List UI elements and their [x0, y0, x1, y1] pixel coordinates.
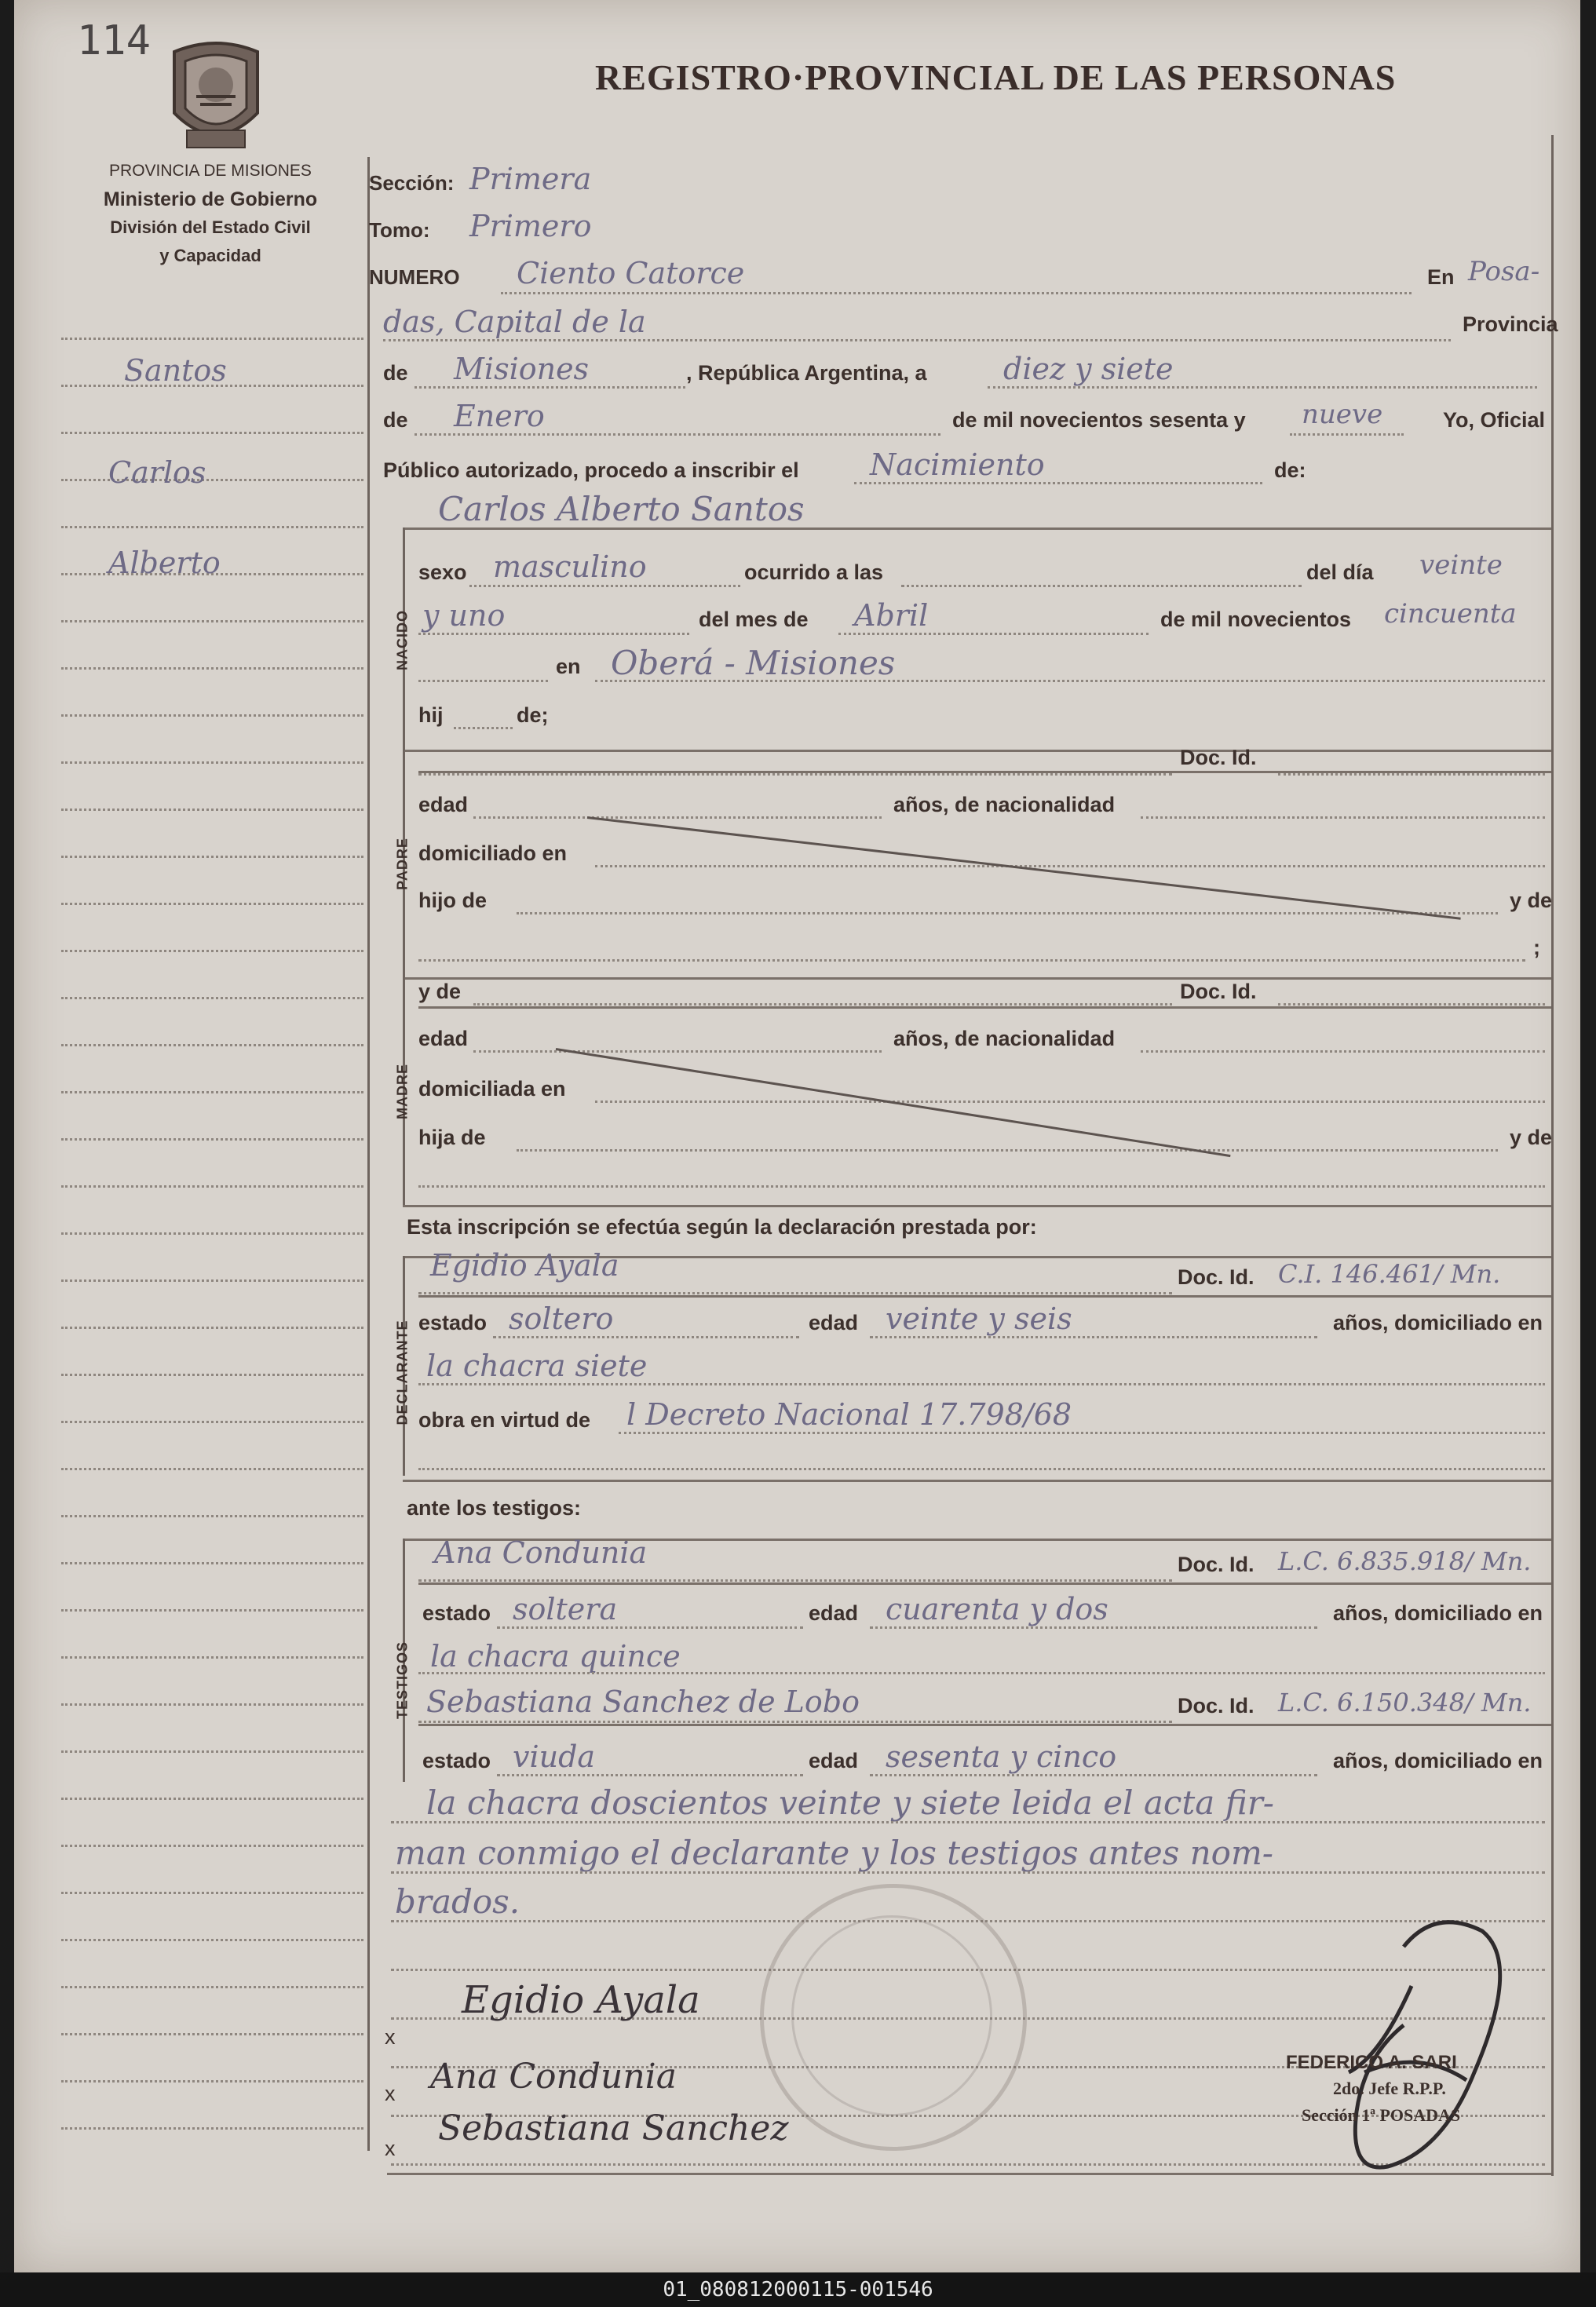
seccion-label: Sección: [369, 171, 455, 195]
margin-rule [61, 1232, 363, 1235]
declaration-intro: Esta inscripción se efectúa según la declaración prestada por: [407, 1215, 1037, 1239]
person-name: Carlos Alberto Santos [438, 490, 805, 528]
signature-x-2: x [385, 2082, 396, 2105]
place-value-2: das, Capital de la [383, 305, 646, 339]
margin-rule [61, 2127, 363, 2130]
margin-rule [61, 1656, 363, 1659]
en-place-label: en [556, 655, 581, 678]
padre-cancel-stroke [587, 816, 1461, 920]
issuer-ministry: Ministerio de Gobierno [103, 188, 318, 210]
padre-y-de-label: y de [1510, 889, 1553, 912]
witness-2-doc: L.C. 6.150.348/ Mn. [1278, 1688, 1532, 1717]
margin-rule [61, 479, 363, 481]
declarant-address: la chacra siete [426, 1349, 648, 1383]
margin-rule [61, 903, 363, 905]
issuer-division: División del Estado Civil [110, 217, 311, 237]
madre-nacionalidad-label: años, de nacionalidad [893, 1027, 1116, 1050]
archive-reference: 01_080812000115-001546 [0, 2272, 1596, 2307]
official-section: Sección 1ª POSADAS [1302, 2105, 1461, 2125]
madre-edad-label: edad [418, 1027, 469, 1050]
testigos-section-label: TESTIGOS [394, 1641, 411, 1720]
witness-1-doc-label: Doc. Id. [1178, 1553, 1255, 1576]
margin-rule [61, 2033, 363, 2035]
day-value: diez y siete [1003, 352, 1174, 386]
padre-domicilio-label: domiciliado en [418, 841, 568, 865]
witnesses-intro: ante los testigos: [407, 1496, 582, 1520]
seccion-value: Primera [469, 162, 592, 196]
madre-y-de-label: y de [418, 980, 462, 1003]
margin-rule [61, 950, 363, 952]
margin-rule [61, 809, 363, 811]
witness-1-name: Ana Condunia [434, 1535, 648, 1570]
madre-doc-label: Doc. Id. [1180, 980, 1257, 1003]
padre-hijo-label: hijo de [418, 889, 487, 912]
witness-1-estado: soltera [513, 1592, 618, 1626]
novecientos-label: de mil novecientos [1160, 608, 1352, 631]
witness-2-doc-label: Doc. Id. [1178, 1694, 1255, 1717]
margin-rule [61, 526, 363, 528]
margin-rule [61, 1374, 363, 1376]
margin-rule [61, 1750, 363, 1753]
witness-2-name: Sebastiana Sanchez de Lobo [426, 1685, 860, 1719]
registry-stamp-inner [791, 1915, 992, 2116]
birth-month: Abril [854, 598, 929, 633]
margin-rule [61, 1609, 363, 1612]
document-title: REGISTRO·PROVINCIAL DE LAS PERSONAS [595, 57, 1397, 97]
issuer-block [53, 157, 367, 270]
margin-rule [61, 1515, 363, 1517]
margin-rule [61, 1185, 363, 1188]
witness-1-domicilio-label: años, domiciliado en [1333, 1601, 1543, 1625]
province-value: Misiones [454, 352, 590, 386]
margin-rule [61, 1091, 363, 1093]
del-dia-label: del día [1306, 560, 1374, 584]
witness-1-edad: cuarenta y dos [886, 1592, 1108, 1626]
margin-rule [61, 1468, 363, 1470]
margin-rule [61, 620, 363, 622]
yo-label: Yo, Oficial [1443, 408, 1546, 432]
de-label-2: de [383, 408, 408, 432]
witness-1-edad-label: edad [809, 1601, 859, 1625]
margin-rule [61, 1798, 363, 1800]
margin-rule [61, 761, 363, 764]
official-title: 2do. Jefe R.P.P. [1333, 2079, 1446, 2098]
margin-rule [61, 1421, 363, 1423]
official-name: FEDERICO A. SARI [1286, 2052, 1457, 2073]
witness-2-signature: Sebastiana Sanchez [438, 2108, 789, 2148]
tomo-value: Primero [469, 209, 592, 243]
signature-x-3: x [385, 2137, 396, 2160]
mes-label: del mes de [699, 608, 809, 631]
declarant-name: Egidio Ayala [430, 1248, 619, 1283]
margin-rule [61, 714, 363, 717]
margin-rule [61, 1986, 363, 1988]
witness-1-doc: L.C. 6.835.918/ Mn. [1278, 1546, 1532, 1576]
witness-1-signature: Ana Condunia [430, 2057, 677, 2097]
birth-year: cincuenta [1384, 598, 1517, 630]
act-value: Nacimiento [870, 447, 1045, 482]
obra-label: obra en virtud de [418, 1408, 591, 1432]
declarant-edad: veinte y seis [886, 1301, 1072, 1336]
margin-rule [61, 997, 363, 999]
padre-doc-label: Doc. Id. [1180, 746, 1257, 769]
madre-hija-label: hija de [418, 1126, 486, 1149]
numero-label: NUMERO [369, 265, 460, 289]
hij-de-label: de; [517, 703, 549, 727]
madre-y-de-end-label: y de [1510, 1126, 1553, 1149]
padre-section-label: PADRE [394, 838, 411, 890]
witness-2-domicilio-label: años, domiciliado en [1333, 1749, 1543, 1772]
republica-label: , República Argentina, a [686, 361, 927, 385]
nacido-section-label: NACIDO [394, 610, 411, 670]
margin-rule [61, 1892, 363, 1894]
margin-rule [61, 1939, 363, 1941]
margin-note-first-name: Carlos [108, 455, 206, 490]
witness-2-edad: sesenta y cinco [886, 1739, 1117, 1774]
declarant-estado-label: estado [418, 1311, 488, 1334]
margin-rule [61, 667, 363, 670]
form-right-border [1551, 135, 1554, 2176]
closing-line-2: man conmigo el declarante y los testigos antes nom- [395, 1834, 1273, 1872]
witness-2-edad-label: edad [809, 1749, 859, 1772]
numero-value: Ciento Catorce [517, 256, 745, 290]
margin-rule [61, 2080, 363, 2083]
issuer-province: PROVINCIA DE MISIONES [109, 162, 312, 180]
margin-rule [61, 1845, 363, 1847]
witness-2-estado: viuda [513, 1739, 596, 1774]
margin-rule [61, 1138, 363, 1141]
declarant-doc: C.I. 146.461/ Mn. [1278, 1259, 1501, 1289]
issuer-capacity: y Capacidad [159, 246, 261, 265]
declarant-domicilio-label: años, domiciliado en [1333, 1311, 1543, 1334]
margin-rule [61, 432, 363, 434]
margin-rule [61, 338, 363, 340]
padre-edad-label: edad [418, 793, 469, 816]
declarante-section-label: DECLARANTE [394, 1320, 411, 1425]
de-label: de [383, 361, 408, 385]
ocurrido-label: ocurrido a las [744, 560, 884, 584]
declarant-estado: soltero [509, 1301, 614, 1336]
margin-rule [61, 856, 363, 858]
declarant-signature: Egidio Ayala [462, 1978, 700, 2022]
madre-section-label: MADRE [394, 1064, 411, 1119]
provincial-seal-icon [165, 38, 267, 155]
hij-label: hij [418, 703, 444, 727]
margin-note-middle-name: Alberto [108, 546, 221, 580]
de-colon-label: de: [1274, 458, 1306, 482]
witness-2-estado-label: estado [422, 1749, 491, 1772]
month-value: Enero [454, 399, 545, 433]
closing-line-3: brados. [395, 1882, 520, 1921]
declarant-doc-label: Doc. Id. [1178, 1265, 1255, 1289]
madre-domicilio-label: domiciliada en [418, 1077, 566, 1101]
declarant-edad-label: edad [809, 1311, 859, 1334]
signature-x-1: x [385, 2025, 396, 2049]
day-of-birth-2: y uno [422, 598, 506, 633]
sexo-label: sexo [418, 560, 467, 584]
closing-line-1: la chacra doscientos veinte y siete leida el acta fir- [426, 1783, 1274, 1822]
place-value-1: Posa- [1468, 256, 1540, 287]
margin-note-surname: Santos [124, 353, 227, 388]
provincia-label: Provincia [1463, 312, 1558, 336]
padre-nacionalidad-label: años, de nacionalidad [893, 793, 1116, 816]
margin-rule [61, 1562, 363, 1564]
obra-value: l Decreto Nacional 17.798/68 [626, 1397, 1072, 1432]
margin-rule [61, 1044, 363, 1046]
register-page [14, 0, 1580, 2272]
day-of-birth-1: veinte [1419, 549, 1503, 581]
sexo-value: masculino [493, 549, 647, 584]
year-label: de mil novecientos sesenta y [952, 408, 1246, 432]
margin-rule [61, 1703, 363, 1706]
en-label: En [1427, 265, 1455, 289]
year-value: nueve [1302, 399, 1383, 430]
publico-label: Público autorizado, procedo a inscribir el [383, 458, 799, 482]
witness-1-estado-label: estado [422, 1601, 491, 1625]
official-signature-icon [1286, 1915, 1545, 2182]
margin-rule [61, 1327, 363, 1329]
birth-place: Oberá - Misiones [611, 644, 896, 682]
margin-rule [61, 1279, 363, 1282]
page-number: 114 [77, 17, 151, 64]
tomo-label: Tomo: [369, 218, 430, 242]
padre-semicolon: ; [1533, 936, 1540, 959]
margin-divider [367, 157, 370, 2151]
witness-1-address: la chacra quince [430, 1639, 681, 1674]
